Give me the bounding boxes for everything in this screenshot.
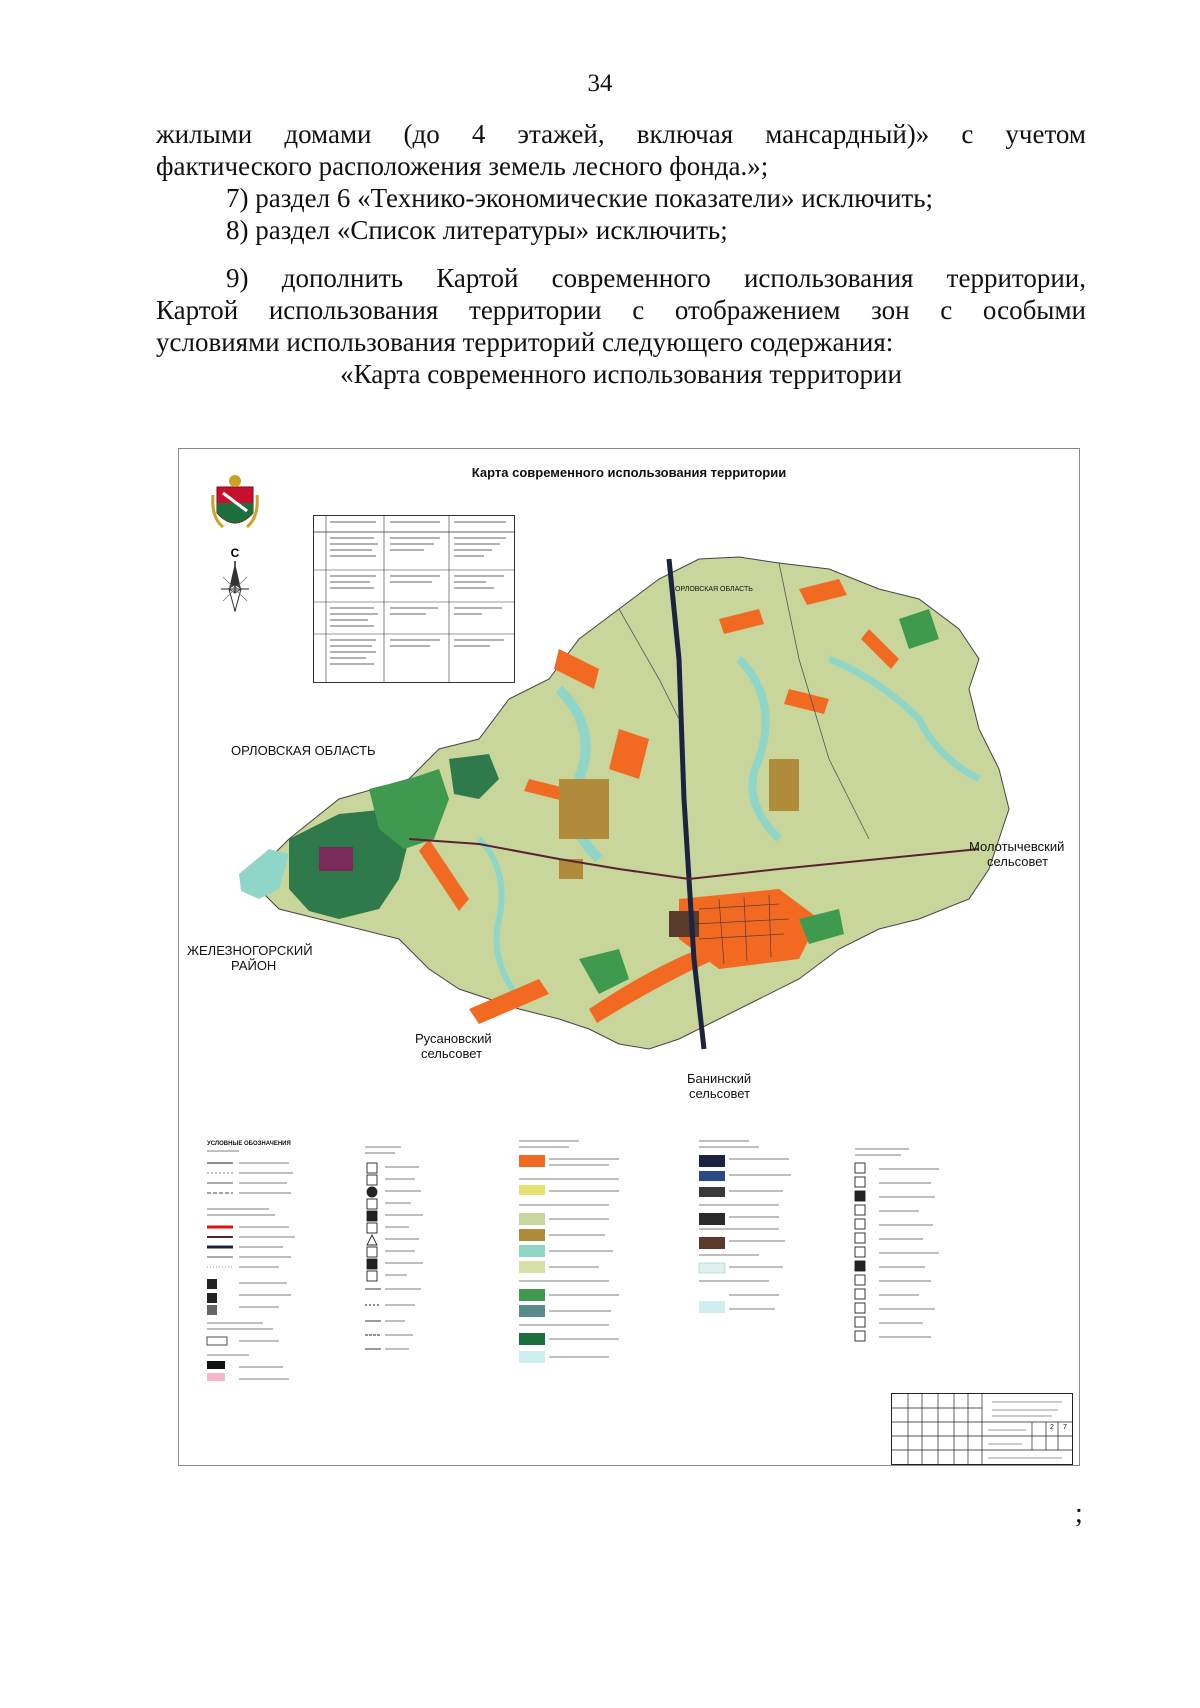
compass-letter: С <box>230 546 240 560</box>
region-label-rusanovsky-2: сельсовет <box>421 1046 483 1061</box>
legend-text-lines <box>207 1141 939 1379</box>
legend-icons-facilities <box>855 1163 865 1341</box>
industrial-zone <box>559 779 609 839</box>
paragraph-line: жилыми домами (до 4 этажей, включая мансардный)» с учетом <box>156 119 1086 149</box>
region-label-rusanovsky-1: Русановский <box>415 1031 492 1046</box>
paragraph-line: фактического расположения земель лесного фонда.»; <box>156 151 769 181</box>
territory-map <box>179 539 1079 1139</box>
region-label-baninsky-1: Банинский <box>687 1071 752 1086</box>
region-label-zheleznogorsky-2: РАЙОН <box>231 958 277 973</box>
title-block-stamp <box>891 1393 1073 1465</box>
region-label-molotychevsky-2: сельсовет <box>987 854 1049 869</box>
paragraph-item-7: 7) раздел 6 «Технико-экономические показатели» исключить; <box>226 183 934 213</box>
industrial-zone <box>769 759 799 811</box>
region-label-orel-top: ОРЛОВСКАЯ ОБЛАСТЬ <box>675 586 753 593</box>
territory-area <box>249 557 1009 1049</box>
paragraph-item-9: 9) дополнить Картой современного использования территории, <box>226 263 1086 293</box>
map-caption: «Карта современного использования территории <box>340 359 902 389</box>
region-label-orel-left: ОРЛОВСКАЯ ОБЛАСТЬ <box>231 743 376 758</box>
paragraph-line: Картой использования территории с отображением зон с особыми <box>156 295 1086 325</box>
legend-heading: УСЛОВНЫЕ ОБОЗНАЧЕНИЯ <box>207 1141 291 1147</box>
region-label-zheleznogorsky-1: ЖЕЛЕЗНОГОРСКИЙ <box>187 943 313 958</box>
paragraph-line: условиями использования территорий следующего содержания: <box>156 327 894 357</box>
paragraph-item-8: 8) раздел «Список литературы» исключить; <box>226 215 728 245</box>
map-figure <box>178 448 1080 1466</box>
legend-icons-engineering <box>365 1163 381 1349</box>
page-number: 34 <box>587 70 613 97</box>
region-label-molotychevsky-1: Молотычевский <box>969 839 1065 854</box>
legend-swatches-zones <box>519 1155 545 1363</box>
region-label-baninsky-2: сельсовет <box>689 1086 751 1101</box>
map-title: Карта современного использования территории <box>471 465 787 480</box>
legend <box>179 1129 1079 1389</box>
coat-of-arms-icon <box>209 473 261 540</box>
stamp-sheets-total: 7 <box>1063 1424 1067 1431</box>
legend-swatches-roads <box>207 1163 233 1381</box>
stamp-sheet-number: 2 <box>1050 1424 1054 1431</box>
industrial-zone <box>319 847 353 871</box>
trailing-semicolon: ; <box>1075 1498 1083 1529</box>
legend-swatches-special <box>699 1155 725 1313</box>
